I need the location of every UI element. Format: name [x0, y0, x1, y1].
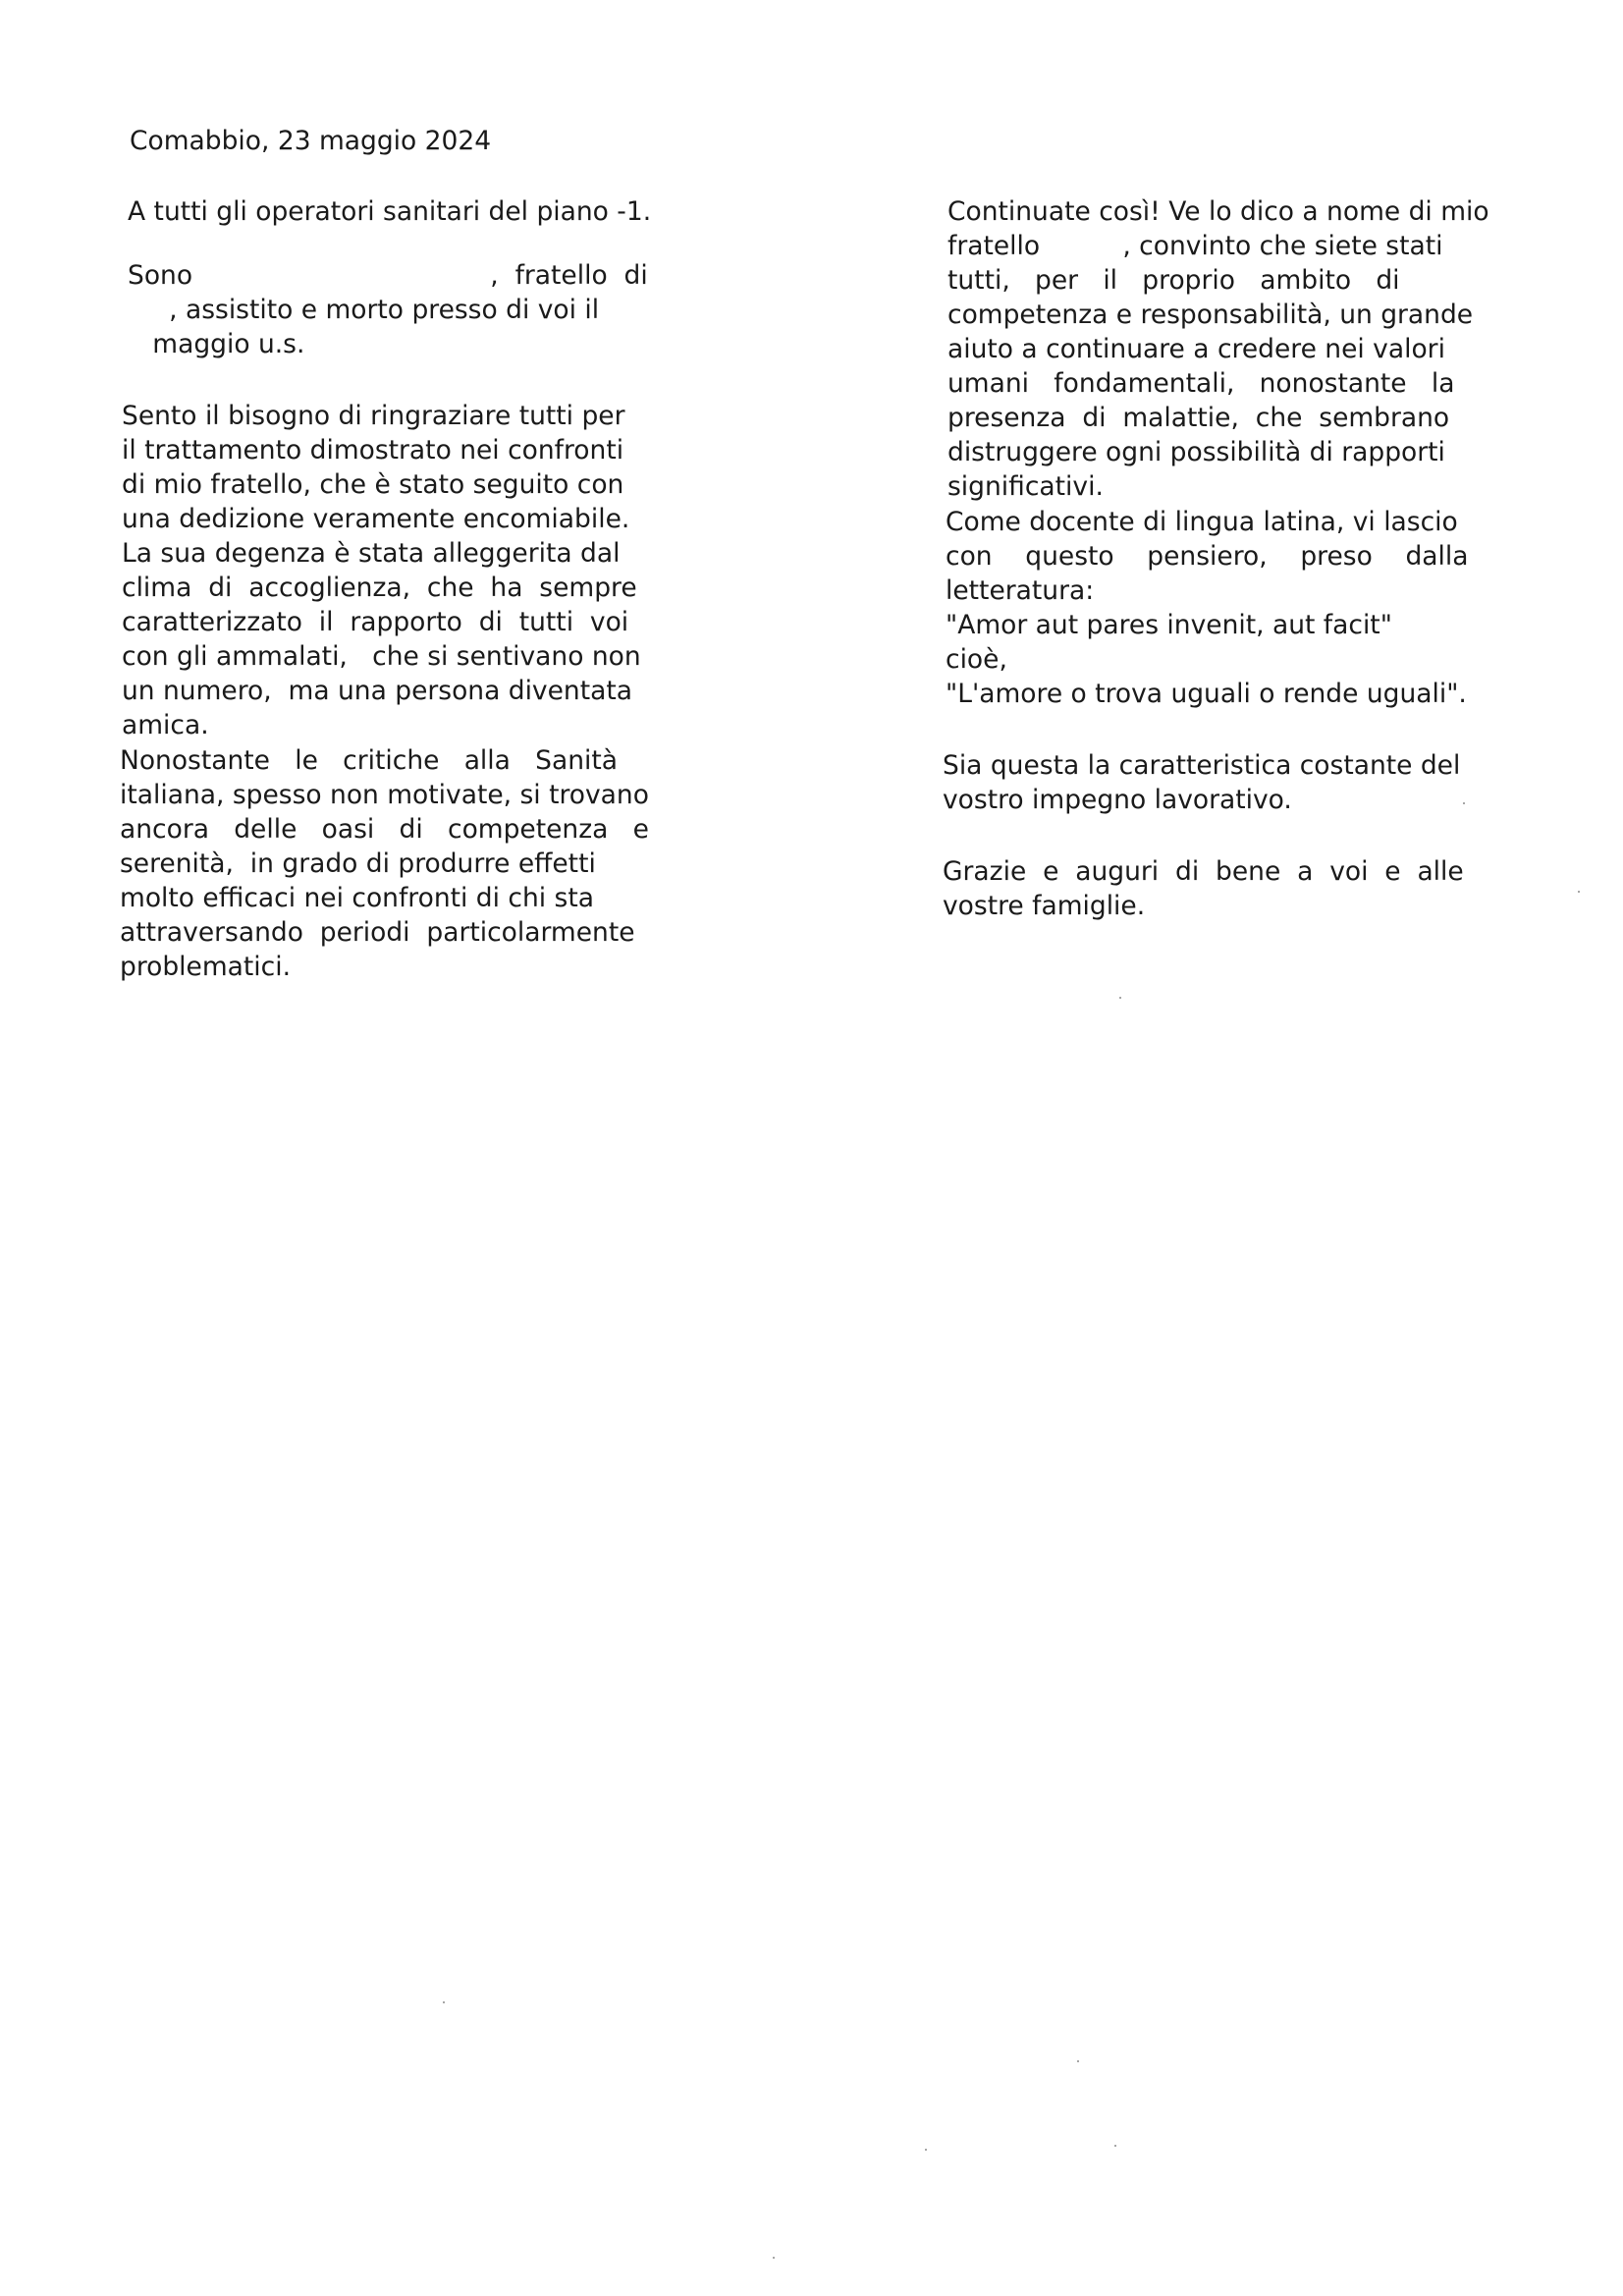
paragraph-line: un numero, ma una persona diventata: [122, 676, 632, 706]
paragraph-line: Sia questa la caratteristica costante del: [943, 750, 1461, 781]
paragraph-line: serenità, in grado di produrre effetti: [120, 848, 596, 879]
paragraph-line: ancora delle oasi di competenza e: [120, 814, 649, 845]
paragraph-line: distruggere ogni possibilità di rapporti: [947, 437, 1445, 467]
paragraph-line: cioè,: [946, 644, 1007, 675]
paragraph-line: Continuate così! Ve lo dico a nome di mio: [947, 196, 1489, 227]
intro-line: maggio u.s.: [128, 329, 305, 359]
paragraph-line: letteratura:: [946, 575, 1095, 606]
paragraph-line: competenza e responsabilità, un grande: [947, 300, 1474, 330]
paragraph-line: vostro impegno lavorativo.: [943, 785, 1292, 815]
scan-speck: [773, 2257, 775, 2259]
intro-line: Sono , fratello di: [128, 260, 648, 291]
paragraph-line: amica.: [122, 710, 209, 740]
paragraph-line: italiana, spesso non motivate, si trovano: [120, 780, 649, 810]
scan-speck: [1119, 997, 1121, 999]
paragraph-line: con questo pensiero, preso dalla: [946, 541, 1469, 572]
paragraph-line: umani fondamentali, nonostante la: [947, 368, 1455, 399]
paragraph-line: con gli ammalati, che si sentivano non: [122, 641, 641, 672]
latin-quote: "Amor aut pares invenit, aut facit": [946, 610, 1392, 640]
paragraph-line: La sua degenza è stata alleggerita dal: [122, 538, 621, 569]
date-line: Comabbio, 23 maggio 2024: [130, 126, 492, 156]
paragraph-line: molto efficaci nei confronti di chi sta: [120, 883, 594, 913]
paragraph-line: Come docente di lingua latina, vi lascio: [946, 507, 1458, 537]
paragraph-line: caratterizzato il rapporto di tutti voi: [122, 607, 629, 637]
scan-speck: [1114, 2145, 1116, 2147]
paragraph-line: il trattamento dimostrato nei confronti: [122, 435, 624, 465]
scan-speck: [1463, 802, 1465, 804]
closing-line: vostre famiglie.: [943, 891, 1146, 921]
paragraph-line: tutti, per il proprio ambito di: [947, 265, 1400, 296]
paragraph-line: attraversando periodi particolarmente: [120, 917, 635, 948]
paragraph-line: problematici.: [120, 952, 291, 982]
scan-speck: [925, 2149, 927, 2151]
intro-line: , assistito e morto presso di voi il: [128, 295, 600, 325]
paragraph-line: fratello , convinto che siete stati: [947, 231, 1443, 261]
scan-speck: [1077, 2060, 1079, 2062]
italian-translation: "L'amore o trova uguali o rende uguali".: [946, 679, 1467, 709]
paragraph-line: significativi.: [947, 471, 1104, 502]
closing-line: Grazie e auguri di bene a voi e alle: [943, 856, 1464, 887]
scan-speck: [1578, 891, 1580, 893]
addressee-line: A tutti gli operatori sanitari del piano -1.: [128, 196, 652, 227]
paragraph-line: Nonostante le critiche alla Sanità: [120, 745, 619, 776]
paragraph-line: aiuto a continuare a credere nei valori: [947, 334, 1445, 364]
paragraph-line: di mio fratello, che è stato seguito con: [122, 469, 624, 500]
paragraph-line: Sento il bisogno di ringraziare tutti per: [122, 401, 625, 431]
paragraph-line: presenza di malattie, che sembrano: [947, 403, 1450, 433]
scan-speck: [443, 2001, 445, 2003]
paragraph-line: una dedizione veramente encomiabile.: [122, 504, 630, 534]
paragraph-line: clima di accoglienza, che ha sempre: [122, 573, 637, 603]
